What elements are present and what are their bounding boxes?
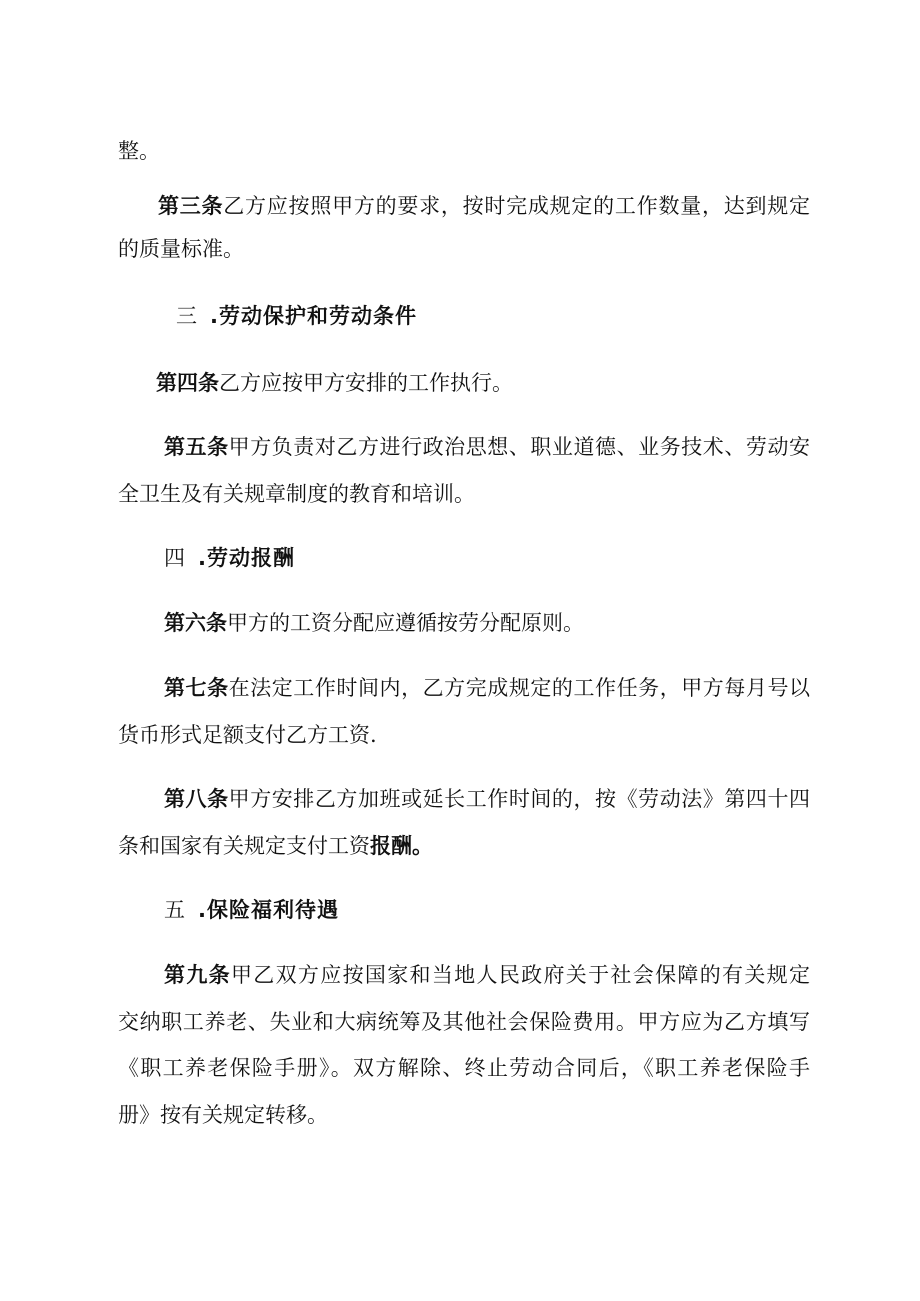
article-4-text: 乙方应按甲方安排的工作执行。 bbox=[219, 371, 513, 395]
article-3-label: 第三条 bbox=[158, 194, 224, 218]
article-8-text: 甲方安排乙方加班或延长工作时间的，按《劳动法》第四十四 bbox=[228, 787, 810, 811]
article-8-text-cont: 条和国家有关规定支付工资 bbox=[118, 834, 370, 858]
section-5-title: .保险福利待遇 bbox=[198, 898, 339, 922]
section-4-number: 四 bbox=[164, 546, 186, 570]
article-6-line-1 bbox=[164, 611, 810, 635]
article-6-label: 第六条 bbox=[164, 611, 227, 635]
article-7-text-cont: 货币形式足额支付乙方工资. bbox=[118, 723, 377, 747]
article-9-text-cont-1: 交纳职工养老、失业和大病统筹及其他社会保险费用。甲方应为乙方填写 bbox=[118, 1010, 810, 1034]
paragraph-text: 整。 bbox=[118, 139, 160, 163]
article-9-text-cont-3: 册》按有关规定转移。 bbox=[118, 1103, 328, 1127]
article-7-line-2 bbox=[118, 723, 810, 747]
section-5-number: 五 bbox=[164, 898, 186, 922]
article-5-line-1 bbox=[164, 435, 810, 459]
article-7-label: 第七条 bbox=[164, 676, 229, 700]
paragraph-continuation bbox=[118, 139, 810, 163]
section-4-heading bbox=[164, 546, 764, 570]
article-7-line-1 bbox=[164, 676, 810, 700]
article-7-text: 在法定工作时间内，乙方完成规定的工作任务，甲方每月号以 bbox=[228, 676, 810, 700]
article-5-text: 甲方负责对乙方进行政治思想、职业道德、业务技术、劳动安 bbox=[228, 435, 810, 459]
article-9-line-4 bbox=[118, 1103, 810, 1127]
section-5-heading bbox=[164, 898, 764, 922]
article-9-line-1 bbox=[164, 963, 810, 987]
article-3-line-2 bbox=[118, 237, 810, 261]
article-9-line-3 bbox=[118, 1056, 810, 1080]
article-4-label: 第四条 bbox=[156, 371, 219, 395]
article-9-text: 甲乙双方应按国家和当地人民政府关于社会保障的有关规定 bbox=[230, 963, 810, 987]
article-6-text: 甲方的工资分配应遵循按劳分配原则。 bbox=[227, 611, 584, 635]
article-3-text: 乙方应按照甲方的要求，按时完成规定的工作数量，达到规定 bbox=[223, 194, 810, 218]
article-4-line-1 bbox=[156, 371, 810, 395]
article-3-line-1 bbox=[158, 194, 810, 218]
article-5-text-cont: 全卫生及有关规章制度的教育和培训。 bbox=[118, 482, 475, 506]
article-5-line-2 bbox=[118, 482, 810, 506]
section-4-title: .劳动报酬 bbox=[198, 546, 295, 570]
article-9-label: 第九条 bbox=[164, 963, 231, 987]
article-8-label: 第八条 bbox=[164, 787, 229, 811]
section-3-heading bbox=[176, 304, 776, 328]
article-8-line-1 bbox=[164, 787, 810, 811]
article-9-text-cont-2: 《职工养老保险手册》。双方解除、终止劳动合同后，《职工养老保险手 bbox=[118, 1056, 810, 1080]
article-9-line-2 bbox=[118, 1010, 810, 1034]
article-5-label: 第五条 bbox=[164, 435, 229, 459]
article-8-line-2 bbox=[118, 834, 810, 858]
article-3-text-cont: 的质量标准。 bbox=[118, 237, 244, 261]
article-8-text-bold: 报酬。 bbox=[370, 834, 433, 858]
section-3-title: .劳动保护和劳动条件 bbox=[210, 304, 417, 328]
section-3-number: 三 bbox=[176, 304, 198, 328]
